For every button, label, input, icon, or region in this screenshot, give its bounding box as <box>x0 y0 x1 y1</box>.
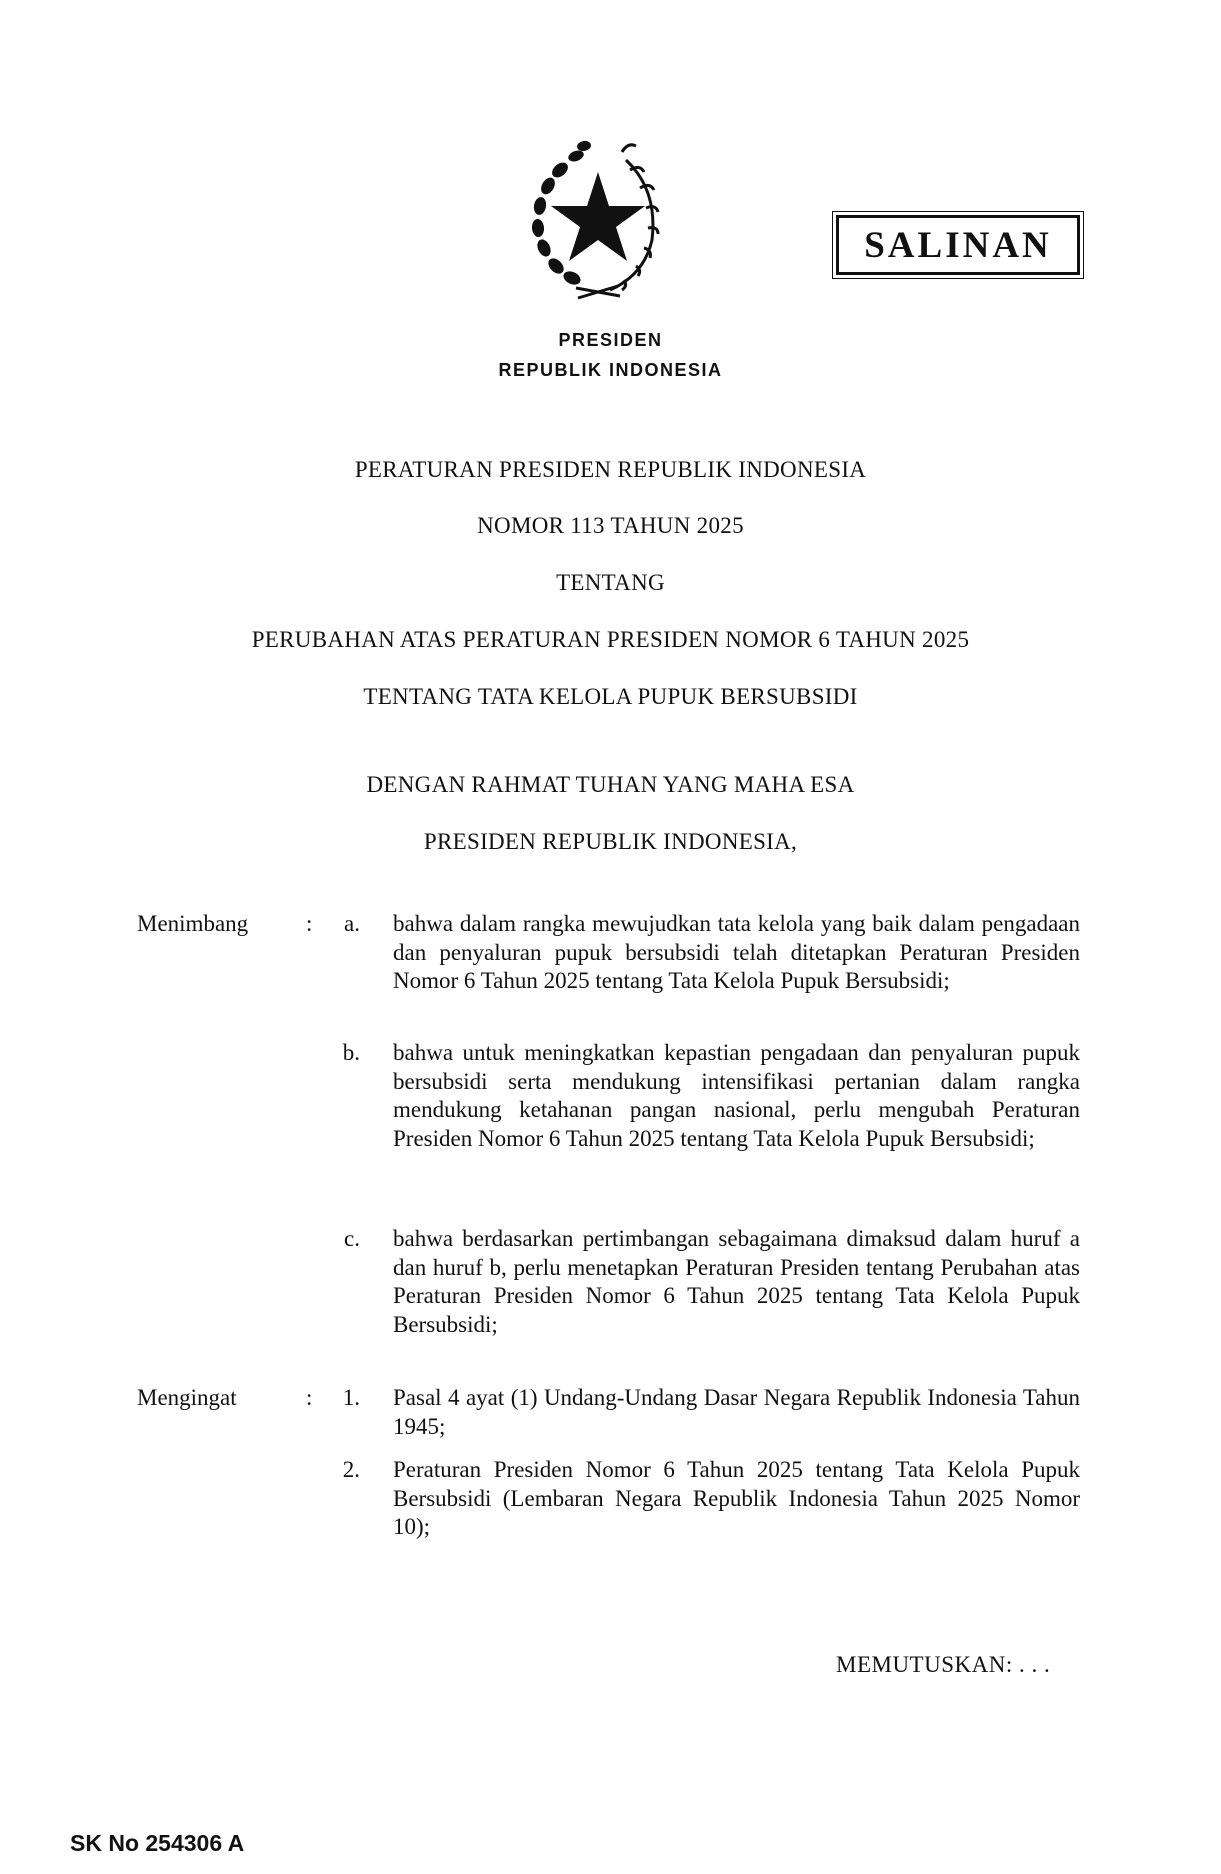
menimbang-item-text: bahwa dalam rangka mewujudkan tata kelola yang baik dalam pengadaan dan penyaluran pupuk bersubsidi telah ditetapkan Peraturan Presiden Nomor 6 Tahun 2025 tentang Tata Kelola Pupuk Bersubsidi; <box>393 911 1080 993</box>
preamble-invocation: DENGAN RAHMAT TUHAN YANG MAHA ESA <box>366 772 855 797</box>
regulation-title: PERATURAN PRESIDEN REPUBLIK INDONESIA <box>354 457 867 482</box>
menimbang-label: Menimbang <box>137 911 249 936</box>
preamble-president: PRESIDEN REPUBLIK INDONESIA, <box>423 829 798 854</box>
continuation-marker: MEMUTUSKAN: . . . <box>836 1652 1051 1677</box>
regulation-subject: PERUBAHAN ATAS PERATURAN PRESIDEN NOMOR 6 TAHUN 2025 <box>251 627 970 652</box>
institution-line-republic: REPUBLIK INDONESIA <box>498 360 723 380</box>
menimbang-colon: : <box>306 911 313 936</box>
menimbang-item-marker: b. <box>342 1040 360 1065</box>
menimbang-item-text: bahwa berdasarkan pertimbangan sebagaimana dimaksud dalam huruf a dan huruf b, perlu menetapkan Peraturan Presiden tentang Perubahan atas Peraturan Presiden Nomor 6 Tahun 2025 tentang Tata Kelola Pupuk Bersubsidi; <box>393 1226 1080 1337</box>
mengingat-colon: : <box>306 1385 313 1410</box>
mengingat-label: Mengingat <box>137 1385 237 1410</box>
mengingat-item-text: Peraturan Presiden Nomor 6 Tahun 2025 tentang Tata Kelola Pupuk Bersubsidi (Lembaran Negara Republik Indonesia Tahun 2025 Nomor 10); <box>393 1457 1080 1539</box>
institution-line-president: PRESIDEN <box>558 330 663 350</box>
mengingat-item-marker: 1. <box>342 1385 360 1410</box>
salinan-stamp: SALINAN <box>836 215 1080 275</box>
menimbang-item-text: bahwa untuk meningkatkan kepastian pengadaan dan penyaluran pupuk bersubsidi serta mendukung intensifikasi pertanian dalam rangka mendukung ketahanan pangan nasional, perlu mengubah Peraturan Presiden Nomor 6 Tahun 2025 tentang Tata Kelola Pupuk Bersubsidi; <box>393 1040 1080 1151</box>
menimbang-item-marker: a. <box>344 911 360 936</box>
regulation-subject-continued: TENTANG TATA KELOLA PUPUK BERSUBSIDI <box>363 684 858 709</box>
mengingat-item-marker: 2. <box>342 1457 360 1482</box>
mengingat-item-text: Pasal 4 ayat (1) Undang-Undang Dasar Negara Republik Indonesia Tahun 1945; <box>393 1385 1080 1439</box>
regulation-number: NOMOR 113 TAHUN 2025 <box>477 513 744 538</box>
menimbang-item-marker: c. <box>344 1226 360 1251</box>
presidential-emblem-icon <box>518 130 678 310</box>
sk-number: SK No 254306 A <box>70 1830 245 1856</box>
regulation-about-label: TENTANG <box>556 570 665 595</box>
